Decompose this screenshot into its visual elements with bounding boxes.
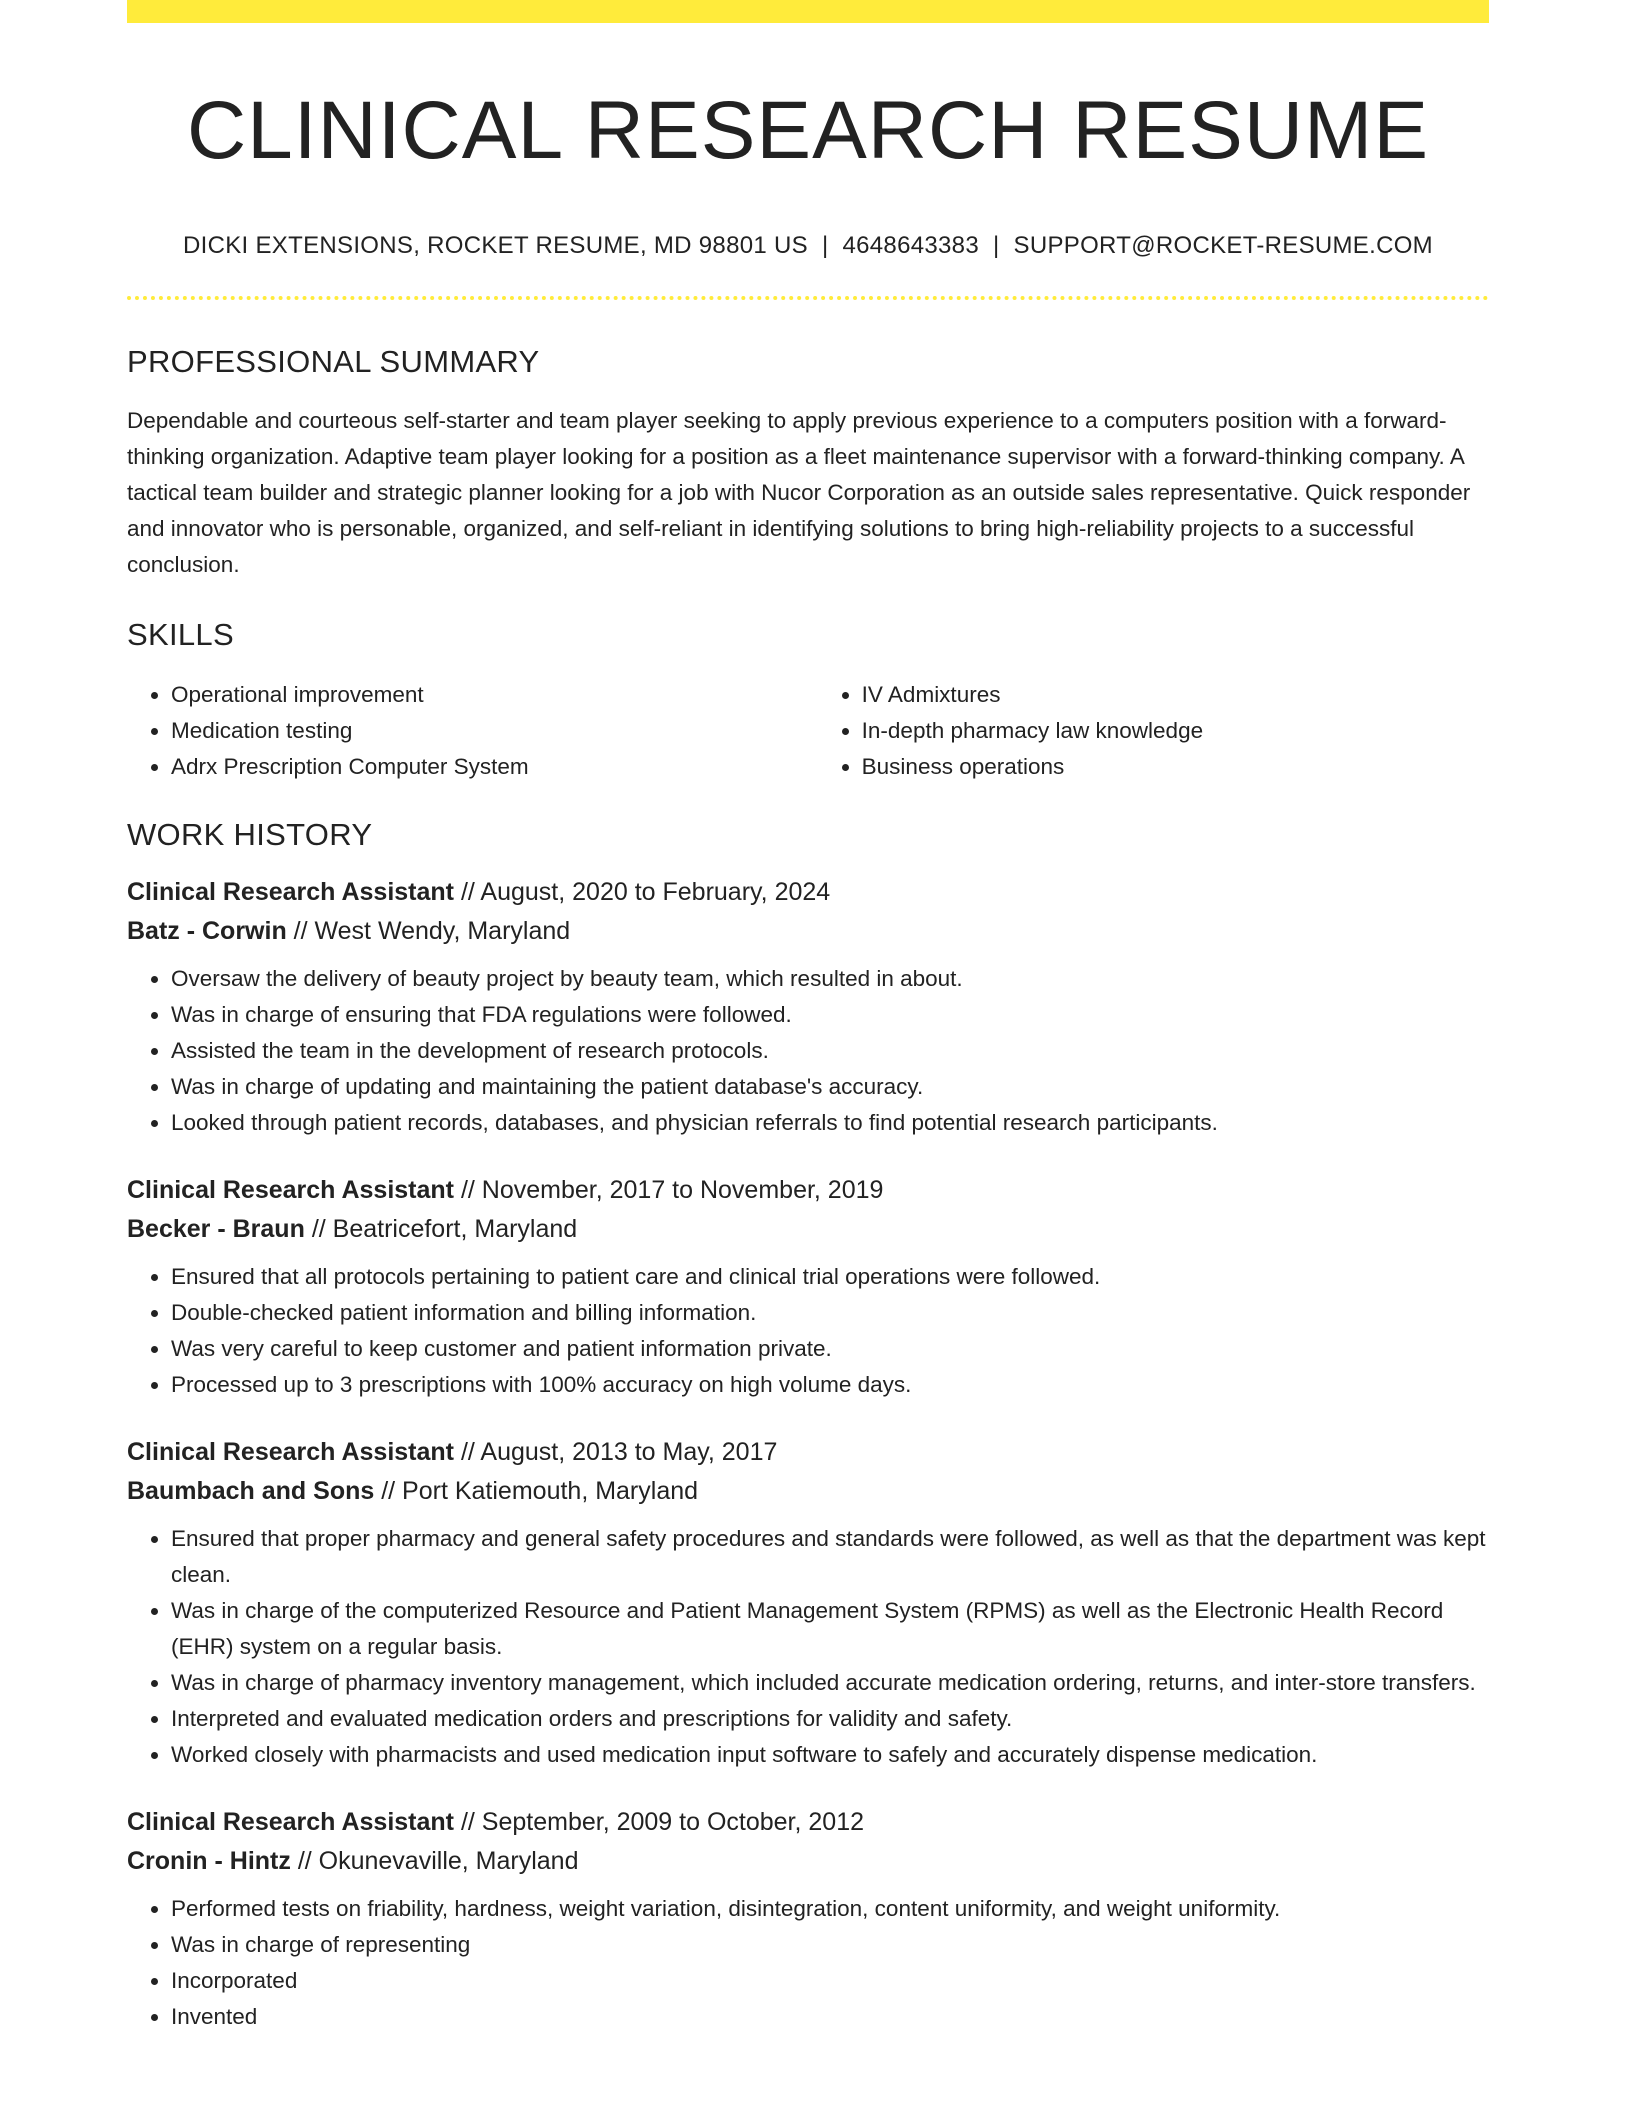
contact-separator: | [992, 232, 1000, 260]
summary-text: Dependable and courteous self-starter and team player seeking to apply previous experience to a computers position with a forward-thinking organization. Adaptive team player looking for a position as a fleet maintenance supervisor with a forward-thinking company. A tactical team builder and strategic planner looking for a job with Nucor Corporation as an outside sales representative. Quick responder and innovator who is personable, organized, and self-reliant in identifying solutions to bring high-reliability projects to a successful conclusion. [127, 408, 1471, 578]
job-bullet: • Ensured that proper pharmacy and general safety procedures and standards were followed, as well as that the department was kept clean. [171, 1521, 1489, 1593]
contact-address: DICKI EXTENSIONS, ROCKET RESUME, MD 98801 US [183, 232, 808, 260]
job-company-line [127, 1472, 1489, 1511]
job-entry [127, 1433, 1489, 1773]
skills-list [127, 677, 1489, 785]
job-bullet: • Was in charge of the computerized Resource and Patient Management System (RPMS) as well as the Electronic Health Record (EHR) system on a regular basis. [171, 1593, 1489, 1665]
job-bullet: • Was very careful to keep customer and patient information private. [171, 1331, 1489, 1367]
job-company: Cronin - Hintz [127, 1847, 291, 1876]
job-bullet: • Ensured that all protocols pertaining to patient care and clinical trial operations were followed. [171, 1259, 1489, 1295]
job-bullet: • Performed tests on friability, hardness, weight variation, disintegration, content uniformity, and weight uniformity. [171, 1891, 1489, 1927]
contact-line [127, 232, 1489, 260]
job-company: Batz - Corwin [127, 917, 287, 946]
job-bullet: • Processed up to 3 prescriptions with 100% accuracy on high volume days. [171, 1367, 1489, 1403]
job-bullet: • Oversaw the delivery of beauty project by beauty team, which resulted in about. [171, 961, 1489, 997]
job-bullet: • Was in charge of ensuring that FDA regulations were followed. [171, 997, 1489, 1033]
job-title: Clinical Research Assistant [127, 1176, 454, 1205]
job-entry [127, 873, 1489, 1141]
skill-item: • Adrx Prescription Computer System [171, 749, 818, 785]
job-title-line [127, 1171, 1489, 1210]
job-location: // Okunevaville, Maryland [297, 1847, 579, 1876]
job-bullet: • Invented [171, 1999, 1489, 2035]
job-bullet: • Was in charge of pharmacy inventory management, which included accurate medication ordering, returns, and inter-store transfers. [171, 1665, 1489, 1701]
contact-phone[interactable]: 4648643383 [842, 232, 979, 260]
job-bullets [127, 1259, 1489, 1403]
job-bullet: • Was in charge of updating and maintaining the patient database's accuracy. [171, 1069, 1489, 1105]
job-bullets [127, 1891, 1489, 2035]
job-entry [127, 1171, 1489, 1403]
work-history-heading: WORK HISTORY [127, 817, 373, 853]
job-bullet: • Incorporated [171, 1963, 1489, 1999]
job-location: // Beatricefort, Maryland [311, 1215, 578, 1244]
job-company-line [127, 1210, 1489, 1249]
job-title-line [127, 1803, 1489, 1842]
job-entry [127, 1803, 1489, 2035]
job-title: Clinical Research Assistant [127, 1438, 454, 1467]
job-title: Clinical Research Assistant [127, 878, 454, 907]
job-title: Clinical Research Assistant [127, 1808, 454, 1837]
skill-item: • Medication testing [171, 713, 818, 749]
skills-heading: SKILLS [127, 617, 234, 653]
job-title-line [127, 1433, 1489, 1472]
dotted-divider [127, 296, 1489, 300]
accent-top-bar [127, 0, 1489, 23]
skill-item: • IV Admixtures [862, 677, 1489, 713]
job-dates: // September, 2009 to October, 2012 [460, 1808, 865, 1837]
job-dates: // November, 2017 to November, 2019 [460, 1176, 884, 1205]
resume-page [127, 0, 1489, 2035]
job-bullet: • Double-checked patient information and billing information. [171, 1295, 1489, 1331]
skill-item: • Business operations [862, 749, 1489, 785]
job-dates: // August, 2020 to February, 2024 [460, 878, 831, 907]
summary-heading: PROFESSIONAL SUMMARY [127, 344, 540, 380]
resume-title: CLINICAL RESEARCH RESUME [186, 85, 1430, 176]
job-bullets [127, 961, 1489, 1141]
job-bullet: • Assisted the team in the development of research protocols. [171, 1033, 1489, 1069]
job-bullet: • Interpreted and evaluated medication orders and prescriptions for validity and safety. [171, 1701, 1489, 1737]
job-location: // West Wendy, Maryland [293, 917, 571, 946]
skill-item: • In-depth pharmacy law knowledge [862, 713, 1489, 749]
job-company-line [127, 912, 1489, 951]
job-company: Becker - Braun [127, 1215, 305, 1244]
contact-separator: | [821, 232, 829, 260]
job-bullet: • Worked closely with pharmacists and used medication input software to safely and accurately dispense medication. [171, 1737, 1489, 1773]
contact-email[interactable]: SUPPORT@ROCKET-RESUME.COM [1013, 232, 1433, 260]
job-location: // Port Katiemouth, Maryland [381, 1477, 699, 1506]
job-bullet: • Was in charge of representing [171, 1927, 1489, 1963]
job-dates: // August, 2013 to May, 2017 [460, 1438, 778, 1467]
job-bullets [127, 1521, 1489, 1773]
job-company-line [127, 1842, 1489, 1881]
skill-item: • Operational improvement [171, 677, 818, 713]
job-title-line [127, 873, 1489, 912]
skills-column-right [818, 677, 1489, 785]
job-company: Baumbach and Sons [127, 1477, 375, 1506]
job-bullet: • Looked through patient records, databases, and physician referrals to find potential research participants. [171, 1105, 1489, 1141]
skills-column-left [127, 677, 818, 785]
